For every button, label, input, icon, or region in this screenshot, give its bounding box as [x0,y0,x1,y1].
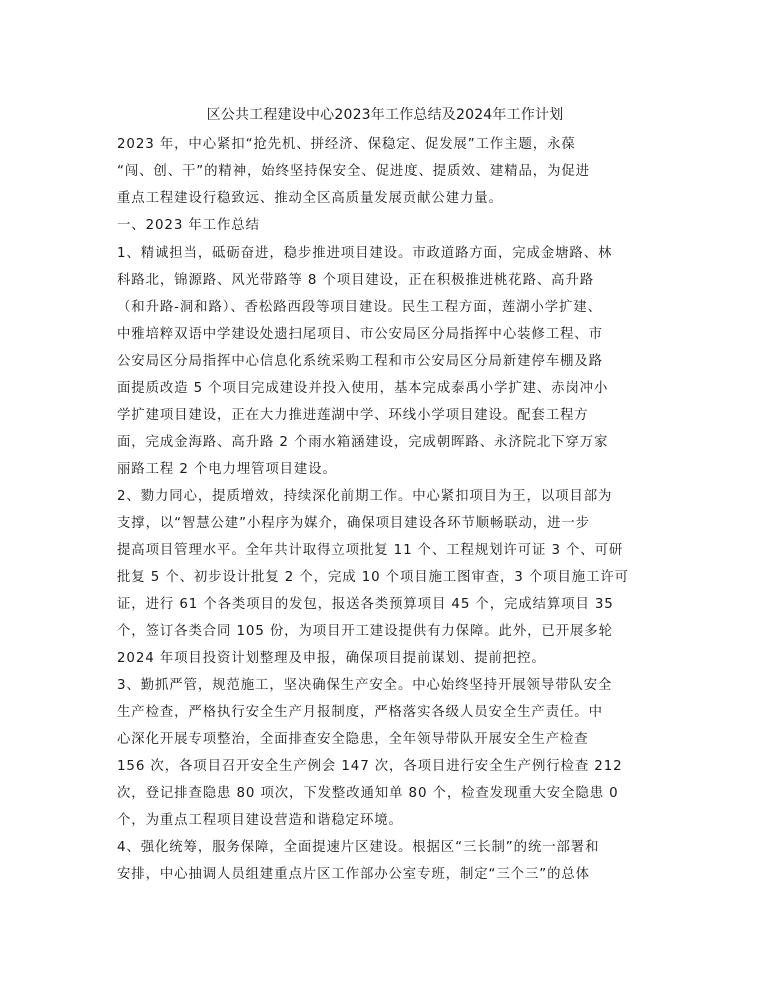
paragraph-line: 支撑，以“智慧公建”小程序为媒介，确保项目建设各环节顺畅联动，进一步 [117,516,590,531]
paragraph-line: 科路北，锦源路、风光带路等 8 个项目建设，正在积极推进桃花路、高升路 [117,273,595,288]
paragraph-line: （和升路-洞和路）、香松路西段等项目建设。民生工程方面，莲湖小学扩建、 [117,300,602,315]
paragraph-line: 2、勠力同心，提质增效，持续深化前期工作。中心紧扣项目为王，以项目部为 [117,489,613,504]
paragraph-line: 156 次，各项目召开安全生产例会 147 次，各项目进行安全生产例行检查 212 [117,759,623,774]
paragraph-line: 4、强化统筹，服务保障，全面提速片区建设。根据区“三长制”的统一部署和 [117,840,600,855]
paragraph-line: 1、精诚担当，砥砺奋进，稳步推进项目建设。市政道路方面，完成金塘路、林 [117,246,613,261]
paragraph-line: 生产检查，严格执行安全生产月报制度，严格落实各级人员安全生产责任。中 [117,705,603,720]
paragraph-line: 中雅培粹双语中学建设处遗扫尾项目、市公安局区分局指挥中心装修工程、市 [117,327,603,342]
paragraph-line: 安排，中心抽调人员组建重点片区工作部办公室专班，制定“三个三”的总体 [117,867,590,882]
paragraph-line: 2024 年项目投资计划整理及申报，确保项目提前谋划、提前把控。 [117,651,546,666]
paragraph-line: 重点工程建设行稳致远、推动全区高质量发展贡献公建力量。 [117,191,503,206]
paragraph-line: 心深化开展专项整治，全面排查安全隐患，全年领导带队开展安全生产检查 [117,732,589,747]
paragraph-line: “闯、创、干”的精神，始终坚持保安全、促进度、提质效、建精品，为促进 [117,164,590,179]
paragraph-line: 批复 5 个、初步设计批复 2 个，完成 10 个项目施工图审查，3 个项目施工许可 [117,570,629,585]
paragraph-line: 个，为重点工程项目建设营造和谐稳定环境。 [117,813,403,828]
paragraph-line: 丽路工程 2 个电力埋管项目建设。 [117,462,337,477]
paragraph-line: 面，完成金海路、高升路 2 个雨水箱涵建设，完成朝晖路、永济院北下穿万家 [117,435,609,450]
paragraph-line: 证，进行 61 个各类项目的发包，报送各类预算项目 45 个，完成结算项目 35 [117,597,614,612]
paragraph-line: 学扩建项目建设，正在大力推进莲湖中学、环线小学项目建设。配套工程方 [117,408,589,423]
paragraph-line: 3、勤抓严管，规范施工，坚决确保生产安全。中心始终坚持开展领导带队安全 [117,678,613,693]
paragraph-line: 面提质改造 5 个项目完成建设并投入使用，基本完成泰禹小学扩建、赤岗冲小 [117,381,609,396]
document-title: 区公共工程建设中心2023年工作总结及2024年工作计划 [206,107,564,123]
paragraph-line: 次，登记排查隐患 80 项次，下发整改通知单 80 个，检查发现重大安全隐患 0 [117,786,619,801]
paragraph-line: 个，签订各类合同 105 份，为项目开工建设提供有力保障。此外，已开展多轮 [117,624,613,639]
section-heading: 一、2023 年工作总结 [117,218,260,233]
paragraph-line: 公安局区分局指挥中心信息化系统采购工程和市公安局区分局新建停车棚及路 [117,354,603,369]
paragraph-line: 2023 年，中心紧扣“抢先机、拼经济、保稳定、促发展”工作主题，永葆 [117,137,576,152]
paragraph-line: 提高项目管理水平。全年共计取得立项批复 11 个、工程规划许可证 3 个、可研 [117,543,624,558]
